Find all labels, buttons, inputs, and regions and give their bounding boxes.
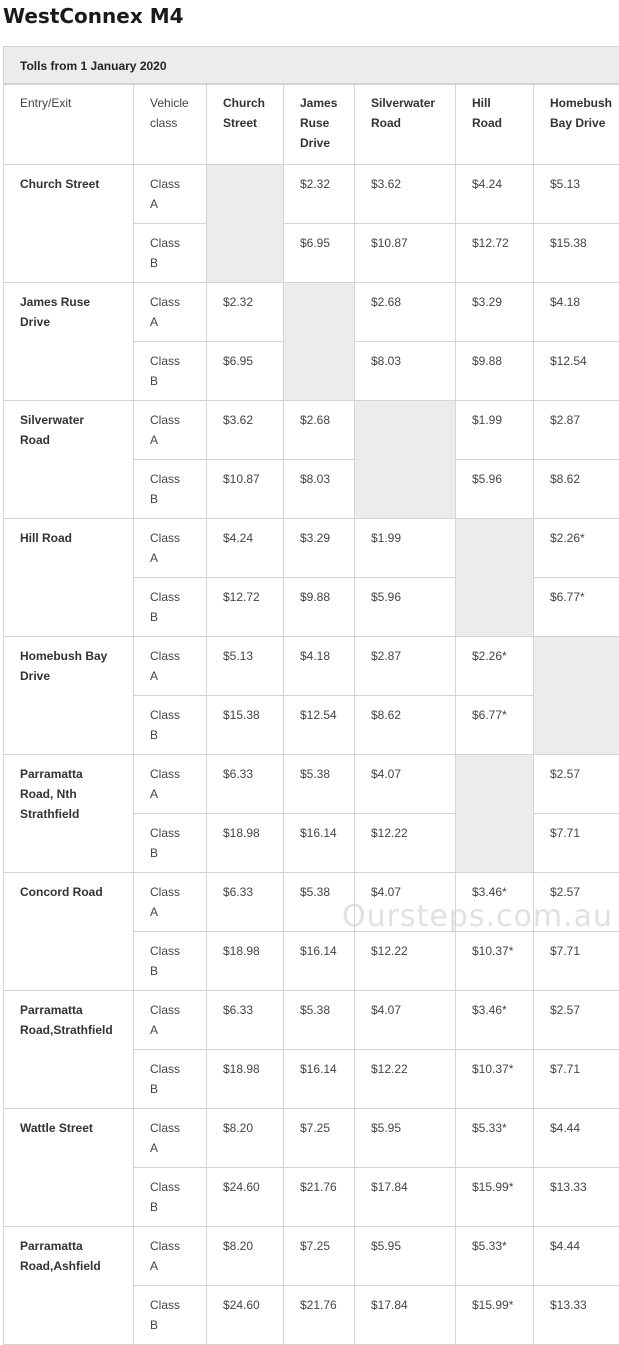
toll-cell: $24.60: [207, 1168, 284, 1227]
toll-cell: $18.98: [207, 1050, 284, 1109]
toll-cell: $5.13: [534, 165, 619, 224]
table-row: [4, 637, 619, 696]
toll-cell: $3.46*: [456, 991, 534, 1050]
toll-cell: $1.99: [456, 401, 534, 460]
toll-cell: $4.07: [355, 755, 456, 814]
table-body: [4, 165, 619, 1345]
vehicle-class-b: Class B: [134, 460, 207, 519]
vehicle-class-b: Class B: [134, 696, 207, 755]
toll-cell: $6.77*: [534, 578, 619, 637]
toll-cell: $7.25: [284, 1109, 355, 1168]
toll-cell: $5.13: [207, 637, 284, 696]
toll-cell: $18.98: [207, 814, 284, 873]
toll-cell: $8.20: [207, 1227, 284, 1286]
toll-cell: $6.95: [207, 342, 284, 401]
header-james-ruse-drive: James Ruse Drive: [284, 85, 355, 165]
toll-cell: $4.44: [534, 1227, 619, 1286]
toll-cell: $2.26*: [456, 637, 534, 696]
toll-cell: $7.71: [534, 814, 619, 873]
toll-cell: $2.57: [534, 991, 619, 1050]
toll-cell: $12.72: [207, 578, 284, 637]
vehicle-class-b: Class B: [134, 932, 207, 991]
entry-concord-road: Concord Road: [4, 873, 134, 991]
toll-cell: $2.87: [534, 401, 619, 460]
header-vehicle-class: Vehicle class: [134, 85, 207, 165]
toll-cell: $5.96: [456, 460, 534, 519]
toll-cell: $7.71: [534, 932, 619, 991]
toll-cell: $2.87: [355, 637, 456, 696]
table-row: [4, 991, 619, 1050]
toll-cell: $3.29: [284, 519, 355, 578]
toll-cell: $18.98: [207, 932, 284, 991]
toll-cell: $12.72: [456, 224, 534, 283]
vehicle-class-a: Class A: [134, 519, 207, 578]
header-row: [4, 85, 619, 165]
toll-cell: $3.62: [207, 401, 284, 460]
vehicle-class-b: Class B: [134, 1286, 207, 1345]
toll-cell: $4.24: [456, 165, 534, 224]
toll-cell: $8.20: [207, 1109, 284, 1168]
toll-cell: $10.37*: [456, 932, 534, 991]
toll-cell: $12.22: [355, 814, 456, 873]
vehicle-class-b: Class B: [134, 814, 207, 873]
toll-cell: $5.38: [284, 755, 355, 814]
toll-cell: $2.26*: [534, 519, 619, 578]
toll-cell: $3.29: [456, 283, 534, 342]
table-row: [4, 519, 619, 578]
toll-cell: $15.38: [534, 224, 619, 283]
empty-cell: [456, 755, 534, 873]
toll-cell: $5.33*: [456, 1109, 534, 1168]
table-row: [4, 1109, 619, 1168]
toll-cell: $7.25: [284, 1227, 355, 1286]
toll-cell: $10.87: [355, 224, 456, 283]
header-entry-exit: Entry/Exit: [4, 85, 134, 165]
table-row: [4, 873, 619, 932]
vehicle-class-a: Class A: [134, 165, 207, 224]
toll-cell: $9.88: [284, 578, 355, 637]
toll-cell: $2.68: [355, 283, 456, 342]
toll-cell: $4.44: [534, 1109, 619, 1168]
toll-cell: $15.99*: [456, 1286, 534, 1345]
toll-cell: $6.33: [207, 755, 284, 814]
entry-church-street: Church Street: [4, 165, 134, 283]
toll-cell: $4.07: [355, 873, 456, 932]
vehicle-class-a: Class A: [134, 873, 207, 932]
toll-cell: $15.99*: [456, 1168, 534, 1227]
table-row: [4, 1227, 619, 1286]
header-homebush-bay-drive: Homebush Bay Drive: [534, 85, 619, 165]
toll-cell: $16.14: [284, 814, 355, 873]
vehicle-class-a: Class A: [134, 401, 207, 460]
header-church-street: Church Street: [207, 85, 284, 165]
toll-cell: $5.95: [355, 1109, 456, 1168]
empty-cell: [207, 165, 284, 283]
table-row: [4, 165, 619, 224]
toll-cell: $5.96: [355, 578, 456, 637]
empty-cell: [284, 283, 355, 401]
toll-cell: $13.33: [534, 1286, 619, 1345]
header-silverwater-road: Silverwater Road: [355, 85, 456, 165]
toll-cell: $1.99: [355, 519, 456, 578]
table-row: [4, 401, 619, 460]
toll-cell: $16.14: [284, 932, 355, 991]
toll-cell: $12.54: [534, 342, 619, 401]
entry-homebush-bay-drive: Homebush Bay Drive: [4, 637, 134, 755]
toll-cell: $7.71: [534, 1050, 619, 1109]
toll-cell: $17.84: [355, 1286, 456, 1345]
toll-cell: $5.33*: [456, 1227, 534, 1286]
toll-cell: $5.95: [355, 1227, 456, 1286]
toll-cell: $4.24: [207, 519, 284, 578]
toll-cell: $5.38: [284, 991, 355, 1050]
table-row: [4, 283, 619, 342]
vehicle-class-b: Class B: [134, 224, 207, 283]
toll-cell: $12.54: [284, 696, 355, 755]
toll-cell: $2.32: [284, 165, 355, 224]
empty-cell: [534, 637, 619, 755]
toll-table: [3, 84, 619, 1345]
toll-cell: $8.62: [355, 696, 456, 755]
toll-cell: $12.22: [355, 932, 456, 991]
toll-cell: $16.14: [284, 1050, 355, 1109]
vehicle-class-a: Class A: [134, 1227, 207, 1286]
toll-cell: $4.18: [534, 283, 619, 342]
vehicle-class-a: Class A: [134, 1109, 207, 1168]
toll-table-container: [3, 46, 619, 1345]
toll-cell: $8.62: [534, 460, 619, 519]
toll-cell: $4.07: [355, 991, 456, 1050]
page-title: WestConnex M4: [3, 4, 184, 28]
vehicle-class-b: Class B: [134, 1050, 207, 1109]
toll-cell: $2.57: [534, 755, 619, 814]
entry-parramatta-road-ashfield: Parramatta Road,Ashfield: [4, 1227, 134, 1345]
toll-cell: $15.38: [207, 696, 284, 755]
toll-cell: $8.03: [284, 460, 355, 519]
vehicle-class-a: Class A: [134, 991, 207, 1050]
toll-cell: $10.37*: [456, 1050, 534, 1109]
toll-cell: $2.32: [207, 283, 284, 342]
entry-hill-road: Hill Road: [4, 519, 134, 637]
table-row: [4, 755, 619, 814]
vehicle-class-a: Class A: [134, 637, 207, 696]
toll-cell: $21.76: [284, 1286, 355, 1345]
vehicle-class-a: Class A: [134, 755, 207, 814]
toll-cell: $9.88: [456, 342, 534, 401]
toll-cell: $6.33: [207, 991, 284, 1050]
toll-cell: $4.18: [284, 637, 355, 696]
toll-cell: $8.03: [355, 342, 456, 401]
entry-wattle-street: Wattle Street: [4, 1109, 134, 1227]
entry-james-ruse-drive: James Ruse Drive: [4, 283, 134, 401]
toll-cell: $21.76: [284, 1168, 355, 1227]
watermark: Oursteps.com.au: [342, 899, 613, 934]
toll-cell: $5.38: [284, 873, 355, 932]
toll-cell: $6.33: [207, 873, 284, 932]
toll-cell: $13.33: [534, 1168, 619, 1227]
empty-cell: [456, 519, 534, 637]
vehicle-class-a: Class A: [134, 283, 207, 342]
empty-cell: [355, 401, 456, 519]
toll-cell: $3.46*: [456, 873, 534, 932]
toll-cell: $3.62: [355, 165, 456, 224]
entry-parramatta-road-strathfield: Parramatta Road,Strathfield: [4, 991, 134, 1109]
vehicle-class-b: Class B: [134, 1168, 207, 1227]
toll-cell: $12.22: [355, 1050, 456, 1109]
header-hill-road: Hill Road: [456, 85, 534, 165]
vehicle-class-b: Class B: [134, 342, 207, 401]
toll-cell: $17.84: [355, 1168, 456, 1227]
toll-cell: $2.57: [534, 873, 619, 932]
vehicle-class-b: Class B: [134, 578, 207, 637]
toll-cell: $10.87: [207, 460, 284, 519]
toll-cell: $2.68: [284, 401, 355, 460]
toll-cell: $24.60: [207, 1286, 284, 1345]
entry-parramatta-road-nth-strathfield: Parramatta Road, Nth Strathfield: [4, 755, 134, 873]
toll-cell: $6.77*: [456, 696, 534, 755]
table-caption: Tolls from 1 January 2020: [3, 46, 619, 84]
entry-silverwater-road: Silverwater Road: [4, 401, 134, 519]
toll-cell: $6.95: [284, 224, 355, 283]
